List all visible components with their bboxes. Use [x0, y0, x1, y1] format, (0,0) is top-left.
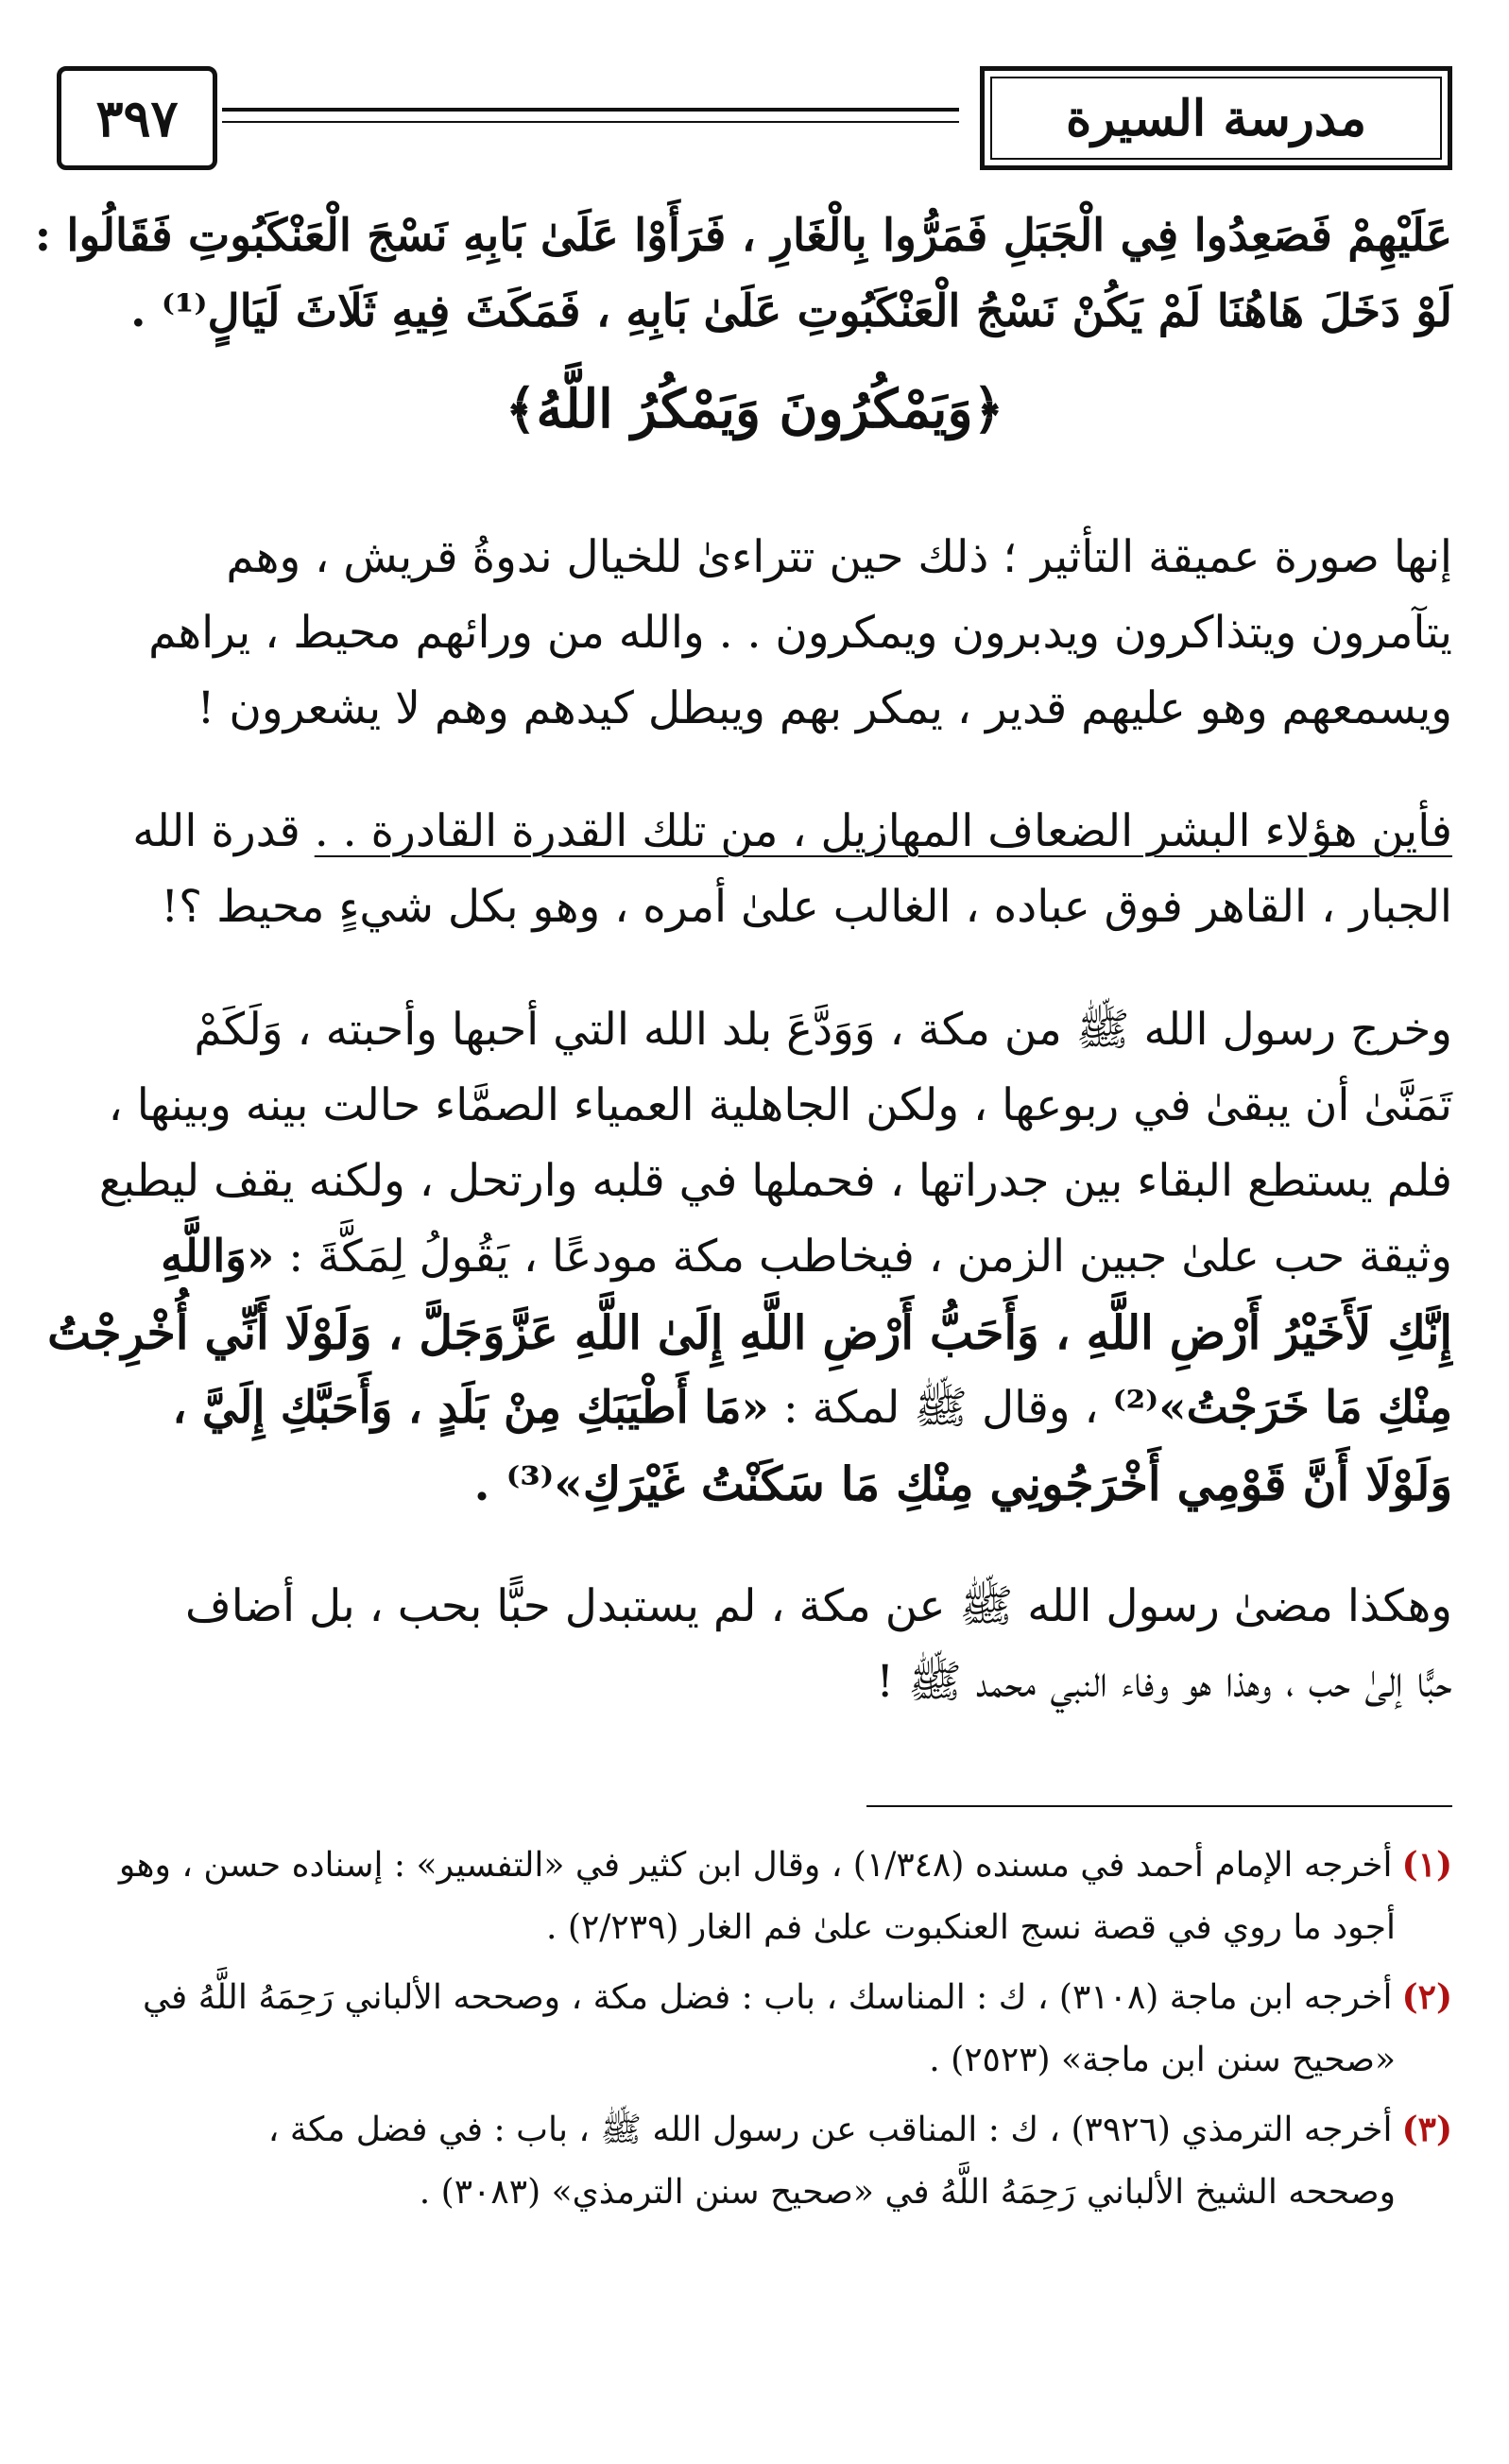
footnote-number: (٣) — [1401, 2110, 1452, 2149]
book-title — [980, 66, 1452, 170]
footnote-divider — [866, 1805, 1452, 1807]
footnote-line — [57, 1966, 1452, 2029]
text-line: الجبار ، القاهر فوق عباده ، الغالب علىٰ أمره ، وهو بكل شيءٍ محيط ؟! — [161, 881, 1452, 933]
page-header — [57, 66, 1452, 180]
book-page — [34, 38, 1452, 2420]
footnote-text: أخرجه الترمذي (٣٩٢٦) ، ك : المناقب عن رسول الله ﷺ ، باب : في فضل مكة ، — [267, 2111, 1393, 2149]
footnote-text: وصححه الشيخ الألباني رَحِمَهُ اللَّهُ في «صحيح سنن الترمذي» (٣٠٨٣) . — [419, 2173, 1396, 2212]
footnote-number: (٢) — [1401, 1977, 1452, 2017]
text-line: وخرج رسول الله ﷺ من مكة ، وَوَدَّعَ بلد الله التي أحبها وأحبته ، وَلَكَمْ — [194, 1004, 1452, 1056]
text-span: ، وقال ﷺ لمكة : — [768, 1382, 1113, 1434]
footnote-3 — [57, 2098, 1452, 2224]
header-rule-left-thin — [222, 121, 959, 123]
footnote-2 — [57, 1966, 1452, 2092]
text-line: تَمَنَّىٰ أن يبقىٰ في ربوعها ، ولكن الجاهلية العمياء الصمَّاء حالت بينه وبينها ، — [108, 1079, 1452, 1131]
page-number — [57, 66, 217, 170]
text-line: فلم يستطع البقاء بين جدراتها ، فحملها في قلبه وارتحل ، ولكنه يقف ليطبع — [98, 1155, 1452, 1207]
hadith-line: وَلَوْلَا أَنَّ قَوْمِي أَخْرَجُونِي مِنْكِ مَا سَكَنْتُ غَيْرَكِ»⁽³⁾ . — [473, 1456, 1452, 1511]
text-line: عَلَيْهِمْ فَصَعِدُوا فِي الْجَبَلِ فَمَرُّوا بِالْغَارِ ، فَرَأَوْا عَلَىٰ بَابِهِ نَسْجَ الْعَنْكَبُوتِ فَقَالُوا : — [34, 210, 1452, 262]
quran-heading: ﴿وَيَمْكُرُونَ وَيَمْكُرُ اللَّهُ﴾ — [505, 378, 1004, 440]
text-line: ويسمعهم وهو عليهم قدير ، يمكر بهم ويبطل كيدهم وهم لا يشعرون ! — [197, 682, 1452, 734]
text-line: إنها صورة عميقة التأثير ؛ ذلك حين تتراءىٰ للخيال ندوةُ قريش ، وهم — [226, 531, 1452, 583]
footnote-line — [57, 2029, 1452, 2092]
footnote-number: (١) — [1401, 1845, 1452, 1885]
hadith-line: إِنَّكِ لَأَخَيْرُ أَرْضِ اللَّهِ ، وَأَحَبُّ أَرْضِ اللَّهِ إِلَىٰ اللَّهِ عَزَّوَجَلَّ ، وَلَوْلَا أَنِّي أُخْرِجْتُ — [47, 1305, 1452, 1360]
underlined-phrase: فأين هؤلاء البشر الضعاف المهازيل ، من تلك القدرة القادرة . . — [314, 805, 1452, 857]
page-number-text: ٣٩٧ — [95, 88, 179, 148]
text-line — [57, 1370, 1452, 1446]
footnote-text: أخرجه ابن ماجة (٣١٠٨) ، ك : المناسك ، باب : فضل مكة ، وصححه الألباني رَحِمَهُ اللَّهُ في — [143, 1978, 1393, 2017]
header-rule-left — [222, 108, 959, 112]
hadith-quote: مِنْكِ مَا خَرَجْتُ»⁽²⁾ — [1112, 1382, 1452, 1434]
footnote-line — [57, 1897, 1452, 1959]
hadith-quote: «وَاللَّهِ — [161, 1231, 275, 1283]
footnote-1 — [57, 1834, 1452, 1959]
text-span: وثيقة حب علىٰ جبين الزمن ، فيخاطب مكة مودعًا ، يَقُولُ لِمَكَّةَ : — [274, 1231, 1452, 1283]
text-span: قدرة الله — [132, 805, 315, 857]
footnote-line — [57, 1834, 1452, 1897]
book-title-text: مدرسة السيرة — [1065, 89, 1367, 147]
text-line — [57, 794, 1452, 870]
text-line: حبًّا إلىٰ حب ، وهذا هو وفاء النبي محمد ﷺ ! — [876, 1656, 1452, 1708]
footnote-line — [57, 2098, 1452, 2162]
footnote-text: «صحيح سنن ابن ماجة» (٢٥٢٣) . — [929, 2041, 1396, 2079]
hadith-quote: «مَا أَطْيَبَكِ مِنْ بَلَدٍ ، وَأَحَبَّكِ إِلَيَّ ، — [172, 1382, 769, 1434]
text-line: لَوْ دَخَلَ هَاهُنَا لَمْ يَكُنْ نَسْجُ الْعَنْكَبُوتِ عَلَىٰ بَابِهِ ، فَمَكَثَ فِيهِ ثَلَاثَ لَيَالٍ⁽¹⁾ . — [130, 285, 1452, 337]
footnote-line — [57, 2162, 1452, 2224]
text-line: وهكذا مضىٰ رسول الله ﷺ عن مكة ، لم يستبدل حبًّا بحب ، بل أضاف — [185, 1580, 1452, 1632]
footnote-text: أجود ما روي في قصة نسج العنكبوت علىٰ فم الغار (٢/٢٣٩) . — [546, 1908, 1396, 1947]
footnote-text: أخرجه الإمام أحمد في مسنده (١/٣٤٨) ، وقال ابن كثير في «التفسير» : إسناده حسن ، وهو — [118, 1846, 1393, 1885]
text-line — [57, 1219, 1452, 1295]
text-line: يتآمرون ويتذاكرون ويدبرون ويمكرون . . والله من ورائهم محيط ، يراهم — [148, 607, 1452, 659]
